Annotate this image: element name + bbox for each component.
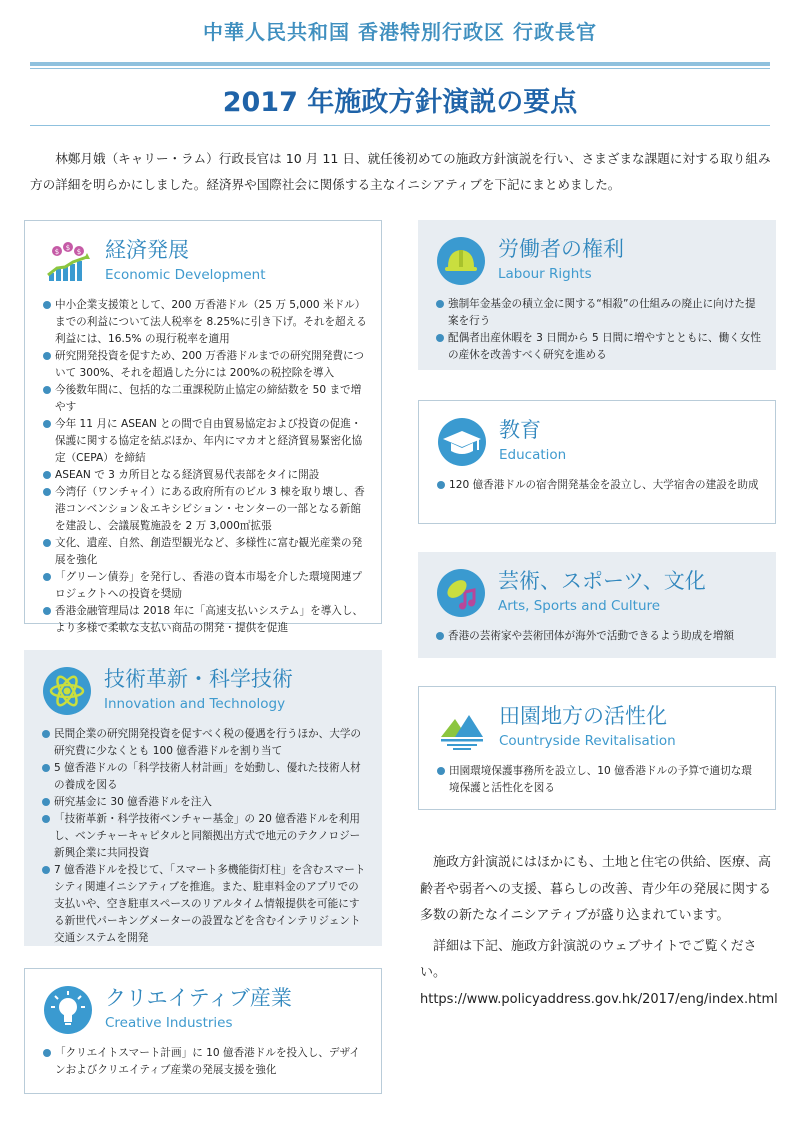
section-title-jp: 経済発展 bbox=[105, 238, 189, 262]
bullet-list bbox=[43, 1045, 367, 1079]
list-item: 研究基金に 30 億香港ドルを注入 bbox=[42, 794, 368, 811]
section-title-en: Labour Rights bbox=[498, 266, 592, 282]
section-title-en: Innovation and Technology bbox=[104, 696, 286, 712]
list-item: 120 億香港ドルの宿舎開発基金を設立し、大学宿舎の建設を助成 bbox=[437, 477, 761, 494]
graduation-cap-icon bbox=[437, 417, 487, 467]
music-sports-icon bbox=[436, 568, 486, 618]
bullet-list bbox=[436, 628, 762, 645]
section-economic-development bbox=[24, 220, 382, 634]
list-item: 今年 11 月に ASEAN との間で自由貿易協定および投資の促進・保護に関する協定を結ぶほか、年内にマカオと経済貿易緊密化協定（CEPA）を締結 bbox=[43, 416, 367, 467]
list-item: 今湾仔（ワンチャイ）にある政府所有のビル 3 棟を取り壊し、香港コンベンション＆エキシビション・センターの一部となる新館を建設し、会議展覧施設を 2 万 3,000㎡拡張 bbox=[43, 484, 367, 535]
atom-icon bbox=[42, 666, 92, 716]
list-item: 民間企業の研究開発投資を促すべく税の優遇を行うほか、大学の研究費に少なくとも 100 億香港ドルを割り当て bbox=[42, 726, 368, 760]
section-title-en: Education bbox=[499, 447, 567, 463]
list-item: 強制年金基金の積立金に関する“相殺”の仕組みの廃止に向けた提案を行う bbox=[436, 296, 762, 330]
list-item: 「グリーン債券」を発行し、香港の資本市場を介した環境関連プロジェクトへの投資を奨励 bbox=[43, 569, 367, 603]
section-title-jp: 教育 bbox=[499, 418, 541, 442]
section-innovation-technology bbox=[24, 650, 382, 946]
list-item: ASEAN で 3 カ所目となる経済貿易代表部をタイに開設 bbox=[43, 467, 367, 484]
section-title-en: Creative Industries bbox=[105, 1015, 233, 1031]
bullet-list bbox=[436, 296, 762, 364]
list-item: 7 億香港ドルを投じて、「スマート多機能街灯柱」を含むスマートシティ関連イニシアティブを推進。また、駐車料金のアプリでの支払いや、空き駐車スペースのリアルタイム情報提供を可能にする新世代パーキングメーターの設置などを含むインテリジェント交通システムを開発 bbox=[42, 862, 368, 947]
section-countryside-revitalisation bbox=[418, 686, 776, 810]
bullet-list bbox=[437, 477, 761, 494]
list-item: 文化、遺産、自然、創造型観光など、多様性に富む観光産業の発展を強化 bbox=[43, 535, 367, 569]
section-title-jp: 芸術、スポーツ、文化 bbox=[498, 569, 706, 593]
header-divider-thick bbox=[30, 62, 770, 66]
intro-paragraph: 林鄭月娥（キャリー・ラム）行政長官は 10 月 11 日、就任後初めての施政方針演説を行い、さまざまな課題に対する取り組み方の詳細を明らかにしました。経済界や国際社会に関係する主なイニシアティブを下記にまとめました。 bbox=[30, 151, 771, 192]
section-creative-industries bbox=[24, 968, 382, 1094]
section-education bbox=[418, 400, 776, 524]
svg-text:$: $ bbox=[65, 244, 71, 252]
section-title-en: Countryside Revitalisation bbox=[499, 733, 676, 749]
section-labour-rights bbox=[418, 220, 776, 370]
closing-paragraph-link: 詳細は下記、施政方針演説のウェブサイトでご覧ください。https://www.policyaddress.gov.hk/2017/eng/index.html bbox=[420, 938, 778, 1007]
list-item: 配偶者出産休暇を 3 日間から 5 日間に増やすとともに、働く女性の産休を改善すべく研究を進める bbox=[436, 330, 762, 364]
section-title-jp: クリエイティブ産業 bbox=[105, 986, 292, 1010]
list-item: 「技術革新・科学技術ベンチャー基金」の 20 億香港ドルを利用し、ベンチャーキャピタルと同額拠出方式で地元のテクノロジー新興企業に共同投資 bbox=[42, 811, 368, 862]
money-growth-icon bbox=[43, 237, 93, 287]
list-item: 今後数年間に、包括的な二重課税防止協定の締結数を 50 まで増やす bbox=[43, 382, 367, 416]
title-divider bbox=[30, 125, 770, 126]
svg-text:$: $ bbox=[54, 248, 60, 256]
bullet-list bbox=[437, 763, 761, 797]
list-item: 5 億香港ドルの「科学技術人材計画」を始動し、優れた技術人材の養成を図る bbox=[42, 760, 368, 794]
hardhat-icon bbox=[436, 236, 486, 286]
government-title: 中華人民共和国 香港特別行政区 行政長官 bbox=[203, 20, 597, 44]
svg-text:$: $ bbox=[76, 248, 82, 256]
header-divider-thin bbox=[30, 68, 770, 69]
list-item: 田園環境保護事務所を設立し、10 億香港ドルの予算で適切な環境保護と活性化を図る bbox=[437, 763, 761, 797]
section-title-en: Arts, Sports and Culture bbox=[498, 598, 661, 614]
section-title-en: Economic Development bbox=[105, 267, 266, 283]
section-title-jp: 技術革新・科学技術 bbox=[104, 667, 293, 691]
list-item: 香港の芸術家や芸術団体が海外で活動できるよう助成を増額 bbox=[436, 628, 762, 645]
section-title-jp: 労働者の権利 bbox=[498, 237, 624, 261]
section-arts-sports-culture bbox=[418, 552, 776, 658]
list-item: 「クリエイトスマート計画」に 10 億香港ドルを投入し、デザインおよびクリエイティブ産業の発展支援を強化 bbox=[43, 1045, 367, 1079]
section-title-jp: 田園地方の活性化 bbox=[499, 704, 667, 728]
bullet-list bbox=[43, 297, 367, 637]
closing-text bbox=[420, 850, 780, 1017]
closing-paragraph: 施政方針演説にはほかにも、土地と住宅の供給、医療、高齢者や弱者への支援、暮らしの改善、青少年の発展に関する多数の新たなイニシアティブが盛り込まれています。 bbox=[420, 855, 772, 923]
list-item: 香港金融管理局は 2018 年に「高速支払いシステム」を導入し、より多様で柔軟な支払い商品の開発・提供を促進 bbox=[43, 603, 367, 637]
page-title: 2017 年施政方針演説の要点 bbox=[222, 87, 578, 118]
list-item: 中小企業支援策として、200 万香港ドル（25 万 5,000 米ドル）までの利益について法人税率を 8.25%に引き下げ。それを超える利益には、16.5% の現行税率を適用 bbox=[43, 297, 367, 348]
bullet-list bbox=[42, 726, 368, 947]
lightbulb-icon bbox=[43, 985, 93, 1035]
list-item: 研究開発投資を促すため、200 万香港ドルまでの研究開発費について 300%、それを超過した分には 200%の税控除を導入 bbox=[43, 348, 367, 382]
mountain-landscape-icon bbox=[437, 703, 487, 753]
